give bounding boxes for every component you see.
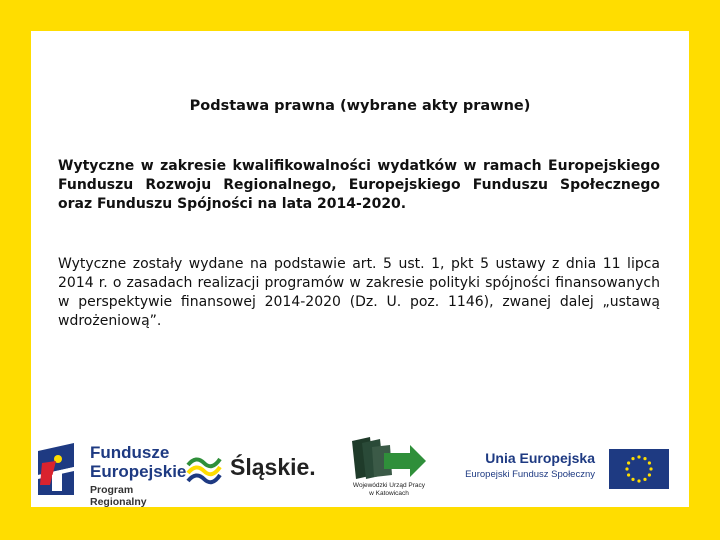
wup-arrow-icon [344,437,434,481]
paragraph-legal-basis: Wytyczne zostały wydane na podstawie art. 5 ust. 1, pkt 5 ustawy z dnia 11 lipca 2014 r. o zasadach realizacji programów w zakresie polityki spójności finansowanych w perspektywie finansowej 2014-2020 (Dz. U. poz. 1146), zwanej dalej „ustawą wdrożeniową”. [58,256,660,329]
slaskie-waves-icon [186,451,226,487]
wup-logo [344,437,434,507]
slide-title: Podstawa prawna (wybrane akty prawne) [189,98,531,114]
unia-europejska-logo [465,449,683,493]
ue-line2: Europejski Fundusz Społeczny [465,469,595,480]
fundusze-line1: Fundusze [90,443,170,462]
ue-line1: Unia Europejska [485,450,595,466]
fundusze-line2: Europejskie [90,462,187,481]
fundusze-europejskie-logo [36,441,187,508]
fundusze-line3: Program Regionalny [90,484,147,508]
paragraph-guidelines: Wytyczne w zakresie kwalifikowalności wydatków w ramach Europejskiego Funduszu Rozwoju Regionalnego, Europejskiego Funduszu Społecznego oraz Funduszu Spójności na lata 2014-2020. [58,158,660,212]
slaskie-text: Śląskie. [230,454,316,480]
slide-content [31,31,689,507]
logo-bar [31,435,689,507]
slaskie-logo [186,451,316,487]
eu-flag-icon [609,449,669,489]
fundusze-europejskie-flag-icon [36,441,82,497]
wup-line2: w Katowicach [369,490,409,497]
wup-line1: Wojewódzki Urząd Pracy [352,482,426,489]
